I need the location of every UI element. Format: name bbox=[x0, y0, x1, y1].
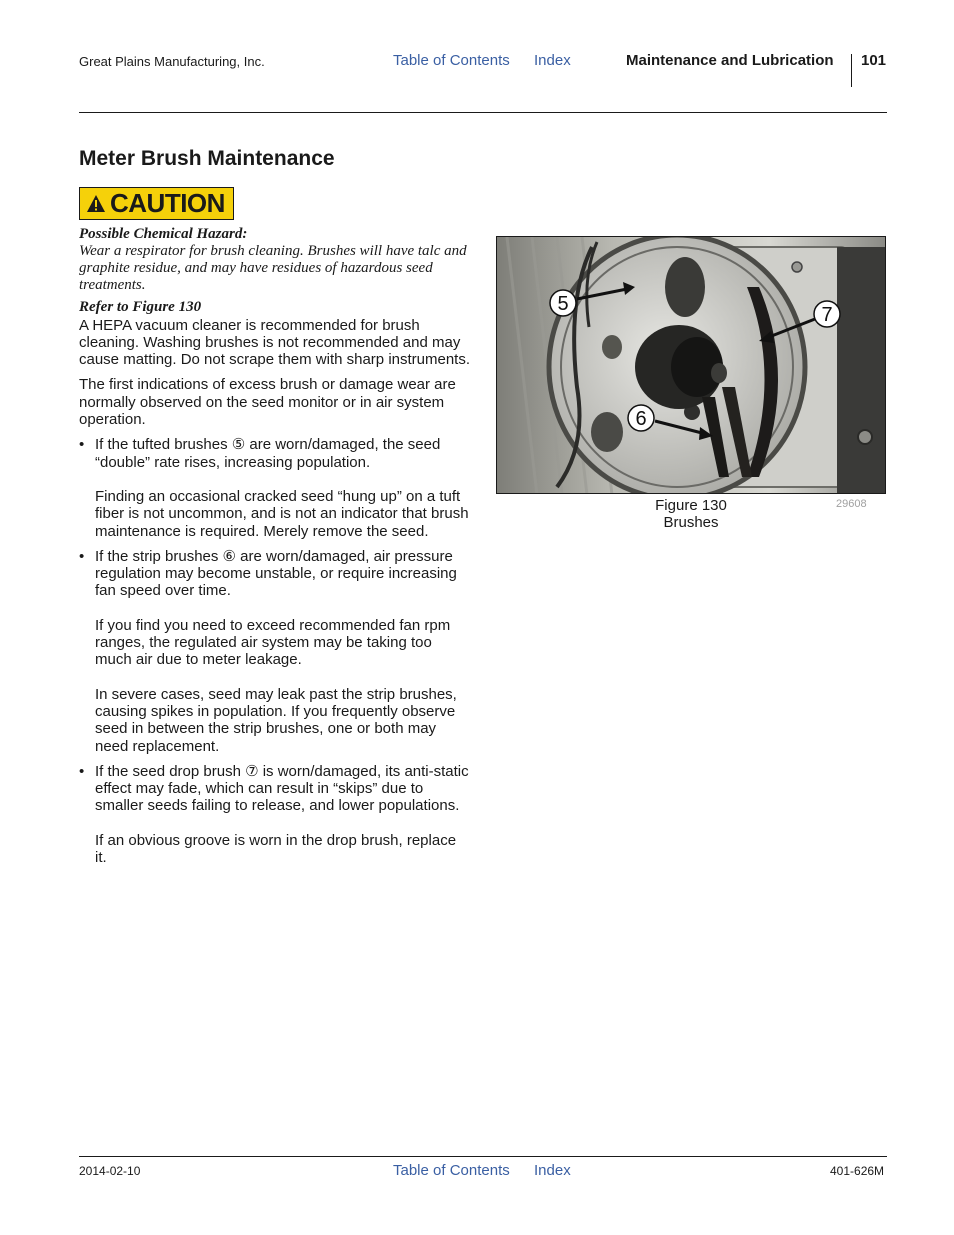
hazard-heading: Possible Chemical Hazard: bbox=[79, 226, 248, 242]
figure-caption bbox=[600, 497, 782, 531]
warning-triangle-icon bbox=[86, 194, 106, 213]
header-section-title: Maintenance and Lubrication bbox=[626, 52, 834, 69]
header-index-link[interactable]: Index bbox=[534, 52, 571, 69]
figure-reference: Refer to Figure 130 bbox=[79, 299, 202, 316]
footer-rule bbox=[79, 1156, 887, 1157]
footer-date: 2014-02-10 bbox=[79, 1164, 141, 1178]
header-company: Great Plains Manufacturing, Inc. bbox=[79, 54, 265, 69]
page-title: Meter Brush Maintenance bbox=[79, 147, 335, 170]
bullet-subtext: If an obvious groove is worn in the drop brush, replace it. bbox=[95, 831, 457, 867]
list-item bbox=[79, 436, 471, 539]
page-number: 101 bbox=[861, 52, 887, 69]
bullet-subtext: In severe cases, seed may leak past the strip brushes, causing spikes in population. If you frequently observe seed in between the strip brushes, one or both may need replacement. bbox=[95, 685, 457, 755]
bullet-text: If the strip brushes ⑥ are worn/damaged, air pressure regulation may become unstable, or require increasing fan speed over time. bbox=[95, 547, 457, 600]
svg-text:6: 6 bbox=[635, 408, 647, 430]
list-item bbox=[79, 548, 471, 755]
header-rule bbox=[79, 112, 887, 113]
brushes-photo-illustration bbox=[497, 237, 886, 494]
svg-text:7: 7 bbox=[821, 304, 833, 326]
caution-text: CAUTION bbox=[110, 188, 225, 218]
footer-toc-link[interactable]: Table of Contents bbox=[393, 1162, 510, 1179]
svg-text:5: 5 bbox=[557, 293, 569, 315]
bullet-subtext: If you find you need to exceed recommended fan rpm ranges, the regulated air system may be taking too much air due to meter leakage. bbox=[95, 616, 451, 669]
caution-label bbox=[79, 187, 234, 220]
header-divider bbox=[851, 54, 852, 87]
bullet-text: If the seed drop brush ⑦ is worn/damaged, its anti-static effect may fade, which can result in “skips” due to smaller seeds failing to release, and lower populations. bbox=[95, 762, 469, 815]
list-item bbox=[79, 763, 471, 866]
figure-code: 29608 bbox=[836, 498, 867, 510]
hazard-text: Wear a respirator for brush cleaning. Brushes will have talc and graphite residue, and may have residues of hazardous seed treatments. bbox=[79, 243, 467, 294]
figure-label: Figure 130 bbox=[655, 497, 727, 514]
bullet-dot: • bbox=[79, 762, 85, 780]
bullet-dot: • bbox=[79, 436, 85, 454]
footer-index-link[interactable]: Index bbox=[534, 1162, 571, 1179]
bullet-subtext: Finding an occasional cracked seed “hung up” on a tuft fiber is not uncommon, and is not an indicator that brush maintenance is required. Merely remove the seed. bbox=[95, 487, 469, 540]
bullet-text: If the tufted brushes ⑤ are worn/damaged, the seed “double” rate rises, increasing population. bbox=[95, 436, 441, 471]
paragraph-indications: The first indications of excess brush or damage wear are normally observed on the seed monitor or in air system operation. bbox=[79, 376, 456, 429]
paragraph-hepa: A HEPA vacuum cleaner is recommended for brush cleaning. Washing brushes is not recommended and may cause matting. Do not scrape them with sharp instruments. bbox=[79, 316, 471, 369]
footer-doc-number: 401-626M bbox=[830, 1164, 885, 1178]
header-toc-link[interactable]: Table of Contents bbox=[393, 52, 510, 69]
figure-title: Brushes bbox=[663, 514, 719, 531]
figure-photo bbox=[496, 236, 886, 494]
bullet-dot: • bbox=[79, 547, 85, 565]
body-column bbox=[79, 226, 471, 866]
